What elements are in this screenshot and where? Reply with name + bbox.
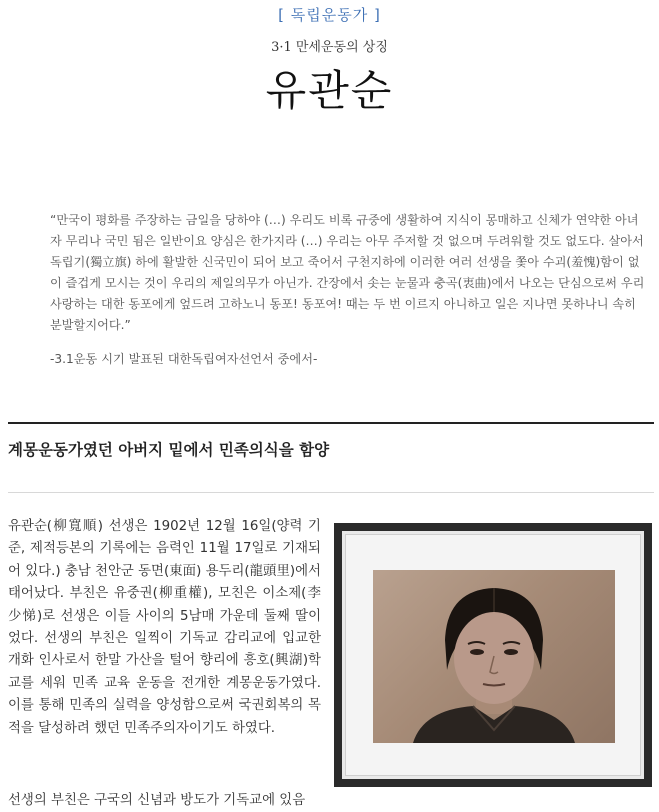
body-paragraph-1: 유관순(柳寬順) 선생은 1902년 12월 16일(양력 기준, 제적등본의 기록에는 음력인 11월 17일로 기재되어 있다.) 충남 천안군 동면(東面) 용두리(龍頭里)에서 태어났다. 부친은 유중권(柳重權), 모친은 이소제(李少悌)로 선생은 이들 사이의 5남매 가운데 둘째 딸이었다. 선생의 부친은 일찍이 기독교 감리교에 입교한 개화 인사로서 한말 가산을 털어 향리에 흥호(興湖)학교를 세워 민족 교육 운동을 전개한 계몽운동가였다.이를 통해 민족의 실력을 양성함으로써 국권회복의 목적을 달성하려 했던 민족주의자이기도 하였다. (8, 519, 321, 736)
section-heading: 계몽운동가였던 아버지 밑에서 민족의식을 함양 (8, 441, 330, 459)
section-divider-top (8, 422, 654, 424)
portrait-photo (373, 570, 615, 743)
portrait-illustration (373, 570, 615, 743)
quote-text: “만국이 평화를 주장하는 금일을 당하야 (…) 우리도 비록 규중에 생활하여 지식이 몽매하고 신체가 연약한 아녀자 무리나 국민 됨은 일반이요 양심은 한가지라 (…) 우리는 아무 주저할 것 없으며 두려워할 것도 없도다. 살아서 독립기(獨立旗) 하에 활발한 신국민이 되어 보고 죽어서 구천지하에 이러한 여러 선생을 쫓아 수괴(羞愧)함이 없이 즐겁게 모시는 것이 우리의 제일의무가 아닌가. 간장에서 솟는 눈물과 충곡(衷曲)에서 나오는 단심으로써 우리 사랑하는 대한 동포에게 엎드려 고하노니 동포! 동포여! 때는 두 번 이르지 아니하고 일은 지나면 못하나니 속히 분발할지어다.” (50, 213, 645, 332)
page-title: 유관순 (265, 66, 394, 115)
quote-source: -3.1운동 시기 발표된 대한독립여자선언서 중에서- (50, 352, 318, 366)
section-divider-bottom (8, 492, 654, 493)
page-subtitle: 3·1 만세운동의 상징 (271, 40, 388, 55)
portrait-frame (334, 523, 652, 787)
category-label: [ 독립운동가 ] (278, 6, 381, 24)
body-paragraph-2: 선생의 부친은 구국의 신념과 방도가 기독교에 있음 (8, 793, 306, 808)
